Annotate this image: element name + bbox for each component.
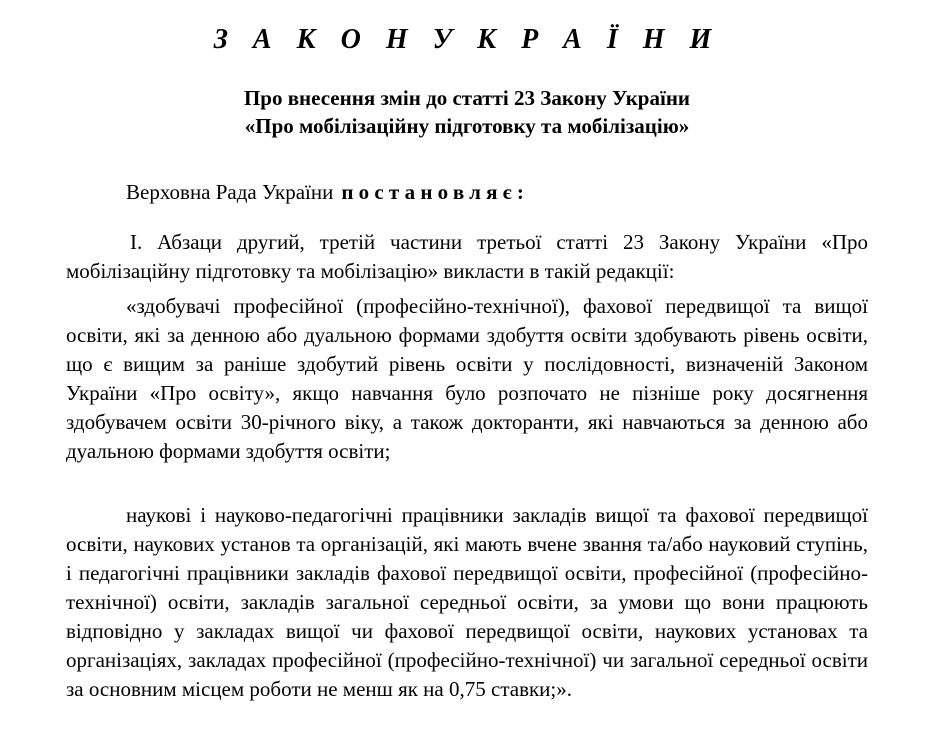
law-title: З А К О Н У К Р А Ї Н И [213,24,721,55]
preamble-body: Верховна Рада України [126,180,334,204]
preamble [126,178,529,206]
law-subtitle-line-1: Про внесення змін до статті 23 Закону України [243,86,691,110]
law-subtitle [0,84,934,140]
paragraph-students: «здобувачі професійної (професійно-технічної), фахової передвищої та вищої освіти, які за денною або дуальною формами здобуття освіти здобувають рівень освіти, що є вищим за раніше здобутий рівень освіти у послідовності, визначеній Законом України «Про освіту», якщо навчання було розпочато не пізніше року досягнення здобувачем освіти 30-річного віку, а також докторанти, які навчаються за денною або дуальною формами здобуття освіти; [66,294,868,463]
paragraph-amendment-intro: I. Абзаци другий, третій частини третьої статті 23 Закону України «Про мобілізаційну підготовку та мобілізацію» викласти в такій редакції: [66,230,868,283]
law-subtitle-line-2: «Про мобілізаційну підготовку та мобілізацію» [244,114,690,138]
preamble-resolves: постановляє: [341,180,530,204]
paragraph-researchers: наукові і науково-педагогічні працівники закладів вищої та фахової передвищої освіти, наукових установ та організацій, які мають вчене звання та/або науковий ступінь, і педагогічні працівники закладів фахової передвищої освіти, професійної (професійно-технічної) освіти, закладів загальної середньої освіти, за умови що вони працюють відповідно у закладах вищої чи фахової передвищої освіти, наукових установах та організаціях, закладах професійної (професійно-технічної) чи загальної середньої освіти за основним місцем роботи не менш як на 0,75 ставки;». [66,503,868,701]
